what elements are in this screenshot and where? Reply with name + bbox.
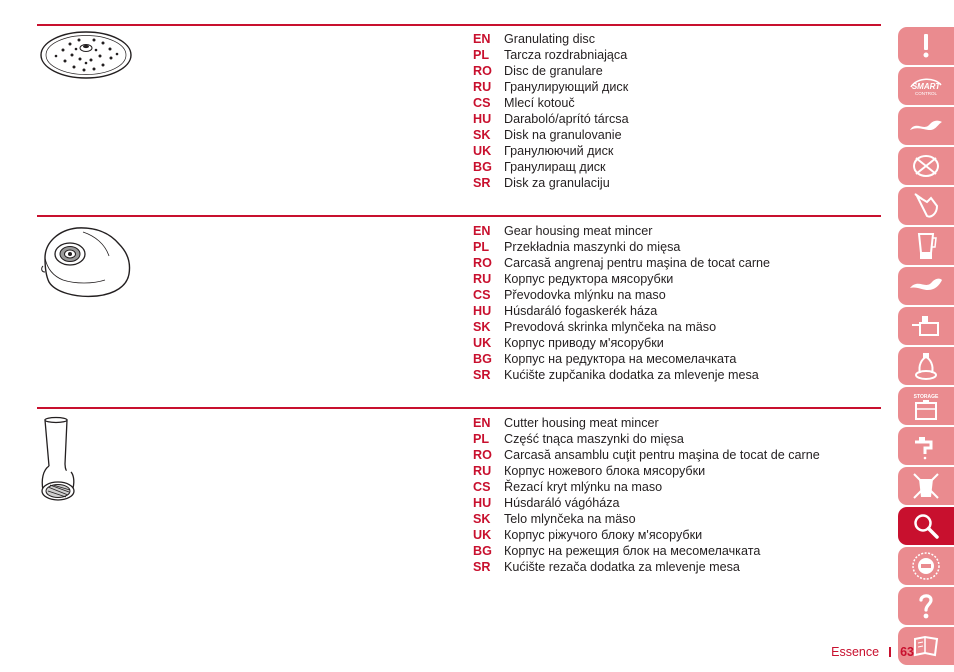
tab-dough[interactable] [898,267,954,305]
translation-text: Kućište zupčanika dodatka za mlevenje mesa [504,368,759,382]
language-code: SK [473,320,491,334]
tab-warnings[interactable] [898,27,954,65]
question-mark-icon [918,592,934,620]
translation-line [473,127,629,143]
section-divider [37,215,881,217]
cleaning-tap-icon [911,432,941,460]
footer-divider [889,647,891,657]
translation-text: Гранулиращ диск [504,160,606,174]
language-code: UK [473,336,492,350]
part-entry-granulating-disc [37,26,881,211]
translation-text: Корпус на режещия блок на месомелачката [504,544,761,558]
translation-text: Húsdaráló vágóháza [504,496,620,510]
language-code: RU [473,80,492,94]
language-code: PL [473,48,490,62]
language-code: HU [473,496,492,510]
search-magnifier-icon [912,512,940,540]
translation-text: Гранулюючий диск [504,144,614,158]
translation-text: Корпус редуктора мясорубки [504,272,674,286]
translation-text: Tarcza rozdrabniająca [504,48,628,62]
translation-text: Převodovka mlýnku na maso [504,288,666,302]
guarantee-seal-icon [910,550,942,582]
language-code: BG [473,160,492,174]
translation-line [473,479,820,495]
translation-line [473,143,629,159]
dough-hook-icon [908,276,944,296]
language-code: SK [473,128,491,142]
translation-line [473,79,629,95]
translation-line [473,511,820,527]
tab-whisk[interactable] [898,147,954,185]
slicer-icon [910,313,942,339]
granulating-disc-drawing [39,30,135,80]
language-code: BG [473,544,492,558]
language-code: SK [473,512,491,526]
translation-line [473,175,629,191]
translation-line [473,223,770,239]
cutter-housing-drawing [39,414,89,506]
translation-text: Gear housing meat mincer [504,224,653,238]
tab-smart-control[interactable] [898,67,954,105]
section-divider [37,407,881,409]
language-code: RO [473,256,492,270]
part-entry-gear-housing [37,218,881,403]
translation-text: Disk na granulovanie [504,128,622,142]
meat-mincer-icon [912,351,940,381]
language-code: EN [473,416,491,430]
language-code: RO [473,448,492,462]
blender-jar-icon [915,231,937,261]
translation-text: Disc de granulare [504,64,603,78]
translation-line [473,239,770,255]
translation-line [473,367,770,383]
translation-text: Carcasă ansamblu cuţit pentru maşina de tocat de carne [504,448,820,462]
translation-text: Przekładnia maszynki do mięsa [504,240,681,254]
translation-list [473,415,820,575]
translation-line [473,319,770,335]
language-code: EN [473,224,491,238]
translation-text: Húsdaráló fogaskerék háza [504,304,658,318]
language-code: RU [473,272,492,286]
tab-faq[interactable] [898,587,954,625]
recipes-book-icon [911,633,941,659]
translation-text: Prevodová skrinka mlynčeka na mäso [504,320,717,334]
translation-line [473,271,770,287]
translation-text: Granulating disc [504,32,596,46]
language-code: SR [473,560,491,574]
beater-icon [913,192,939,220]
translation-text: Корпус ріжучого блоку м'ясорубки [504,528,703,542]
translation-line [473,543,820,559]
language-code: SR [473,368,491,382]
part-entry-cutter-housing [37,410,881,595]
control-label: CONTROL [914,91,938,96]
translation-text: Carcasă angrenaj pentru maşina de tocat carne [504,256,771,270]
translation-text: Disk za granulaciju [504,176,610,190]
smart-label: SMART [911,82,941,91]
language-code: UK [473,144,492,158]
translation-line [473,495,820,511]
translation-text: Řezací kryt mlýnku na maso [504,480,663,494]
translation-line [473,447,820,463]
manual-title: Essence [831,645,880,659]
translation-text: Корпус приводу м'ясорубки [504,336,664,350]
tab-blender[interactable] [898,227,954,265]
translation-text: Telo mlynčeka na mäso [504,512,636,526]
language-code: CS [473,96,491,110]
language-code: RO [473,64,492,78]
language-code: CS [473,480,491,494]
tab-kneading[interactable] [898,107,954,145]
tab-disposal[interactable] [898,467,954,505]
translation-text: Daraboló/aprító tárcsa [504,112,629,126]
translation-line [473,95,629,111]
translation-line [473,303,770,319]
language-code: UK [473,528,492,542]
translation-line [473,335,770,351]
language-code: HU [473,112,492,126]
translation-text: Kućište rezača dodatka za mlevenje mesa [504,560,740,574]
translation-line [473,255,770,271]
translation-text: Mlecí kotouč [504,96,575,110]
gear-housing-drawing [39,222,135,302]
tab-troubleshooting[interactable] [898,507,954,545]
tab-slicer[interactable] [898,307,954,345]
storage-box-icon [909,391,943,421]
translation-line [473,415,820,431]
translation-list [473,31,629,191]
page-number: 63 [900,645,914,659]
language-code: RU [473,464,492,478]
tab-guarantee[interactable] [898,547,954,585]
whisk-icon [911,153,941,179]
tab-meat-mincer[interactable] [898,347,954,385]
translation-text: Корпус на редуктора на месомелачката [504,352,737,366]
chapter-tab-bar [898,27,954,667]
translation-line [473,527,820,543]
translation-text: Корпус ножевого блока мясорубки [504,464,706,478]
translation-list [473,223,770,383]
tab-cleaning[interactable] [898,427,954,465]
tab-storage[interactable] [898,387,954,425]
translation-line [473,287,770,303]
language-code: BG [473,352,492,366]
translation-text: Część tnąca maszynki do mięsa [504,432,684,446]
translation-line [473,431,820,447]
language-code: EN [473,32,491,46]
language-code: HU [473,304,492,318]
translation-line [473,463,820,479]
translation-line [473,31,629,47]
storage-label: STORAGE [913,394,939,400]
translation-line [473,63,629,79]
tab-beater[interactable] [898,187,954,225]
language-code: CS [473,288,491,302]
translation-line [473,559,820,575]
language-code: PL [473,432,490,446]
translation-text: Cutter housing meat mincer [504,416,659,430]
language-code: PL [473,240,490,254]
translation-line [473,351,770,367]
translation-text: Гранулирующий диск [504,80,629,94]
translation-line [473,159,629,175]
translation-line [473,111,629,127]
warning-exclamation-icon [920,33,932,59]
kneading-hook-icon [908,116,944,136]
smart-control-icon [907,73,945,99]
translation-line [473,47,629,63]
disposal-bin-icon [911,471,941,501]
language-code: SR [473,176,491,190]
page-footer [831,645,914,659]
